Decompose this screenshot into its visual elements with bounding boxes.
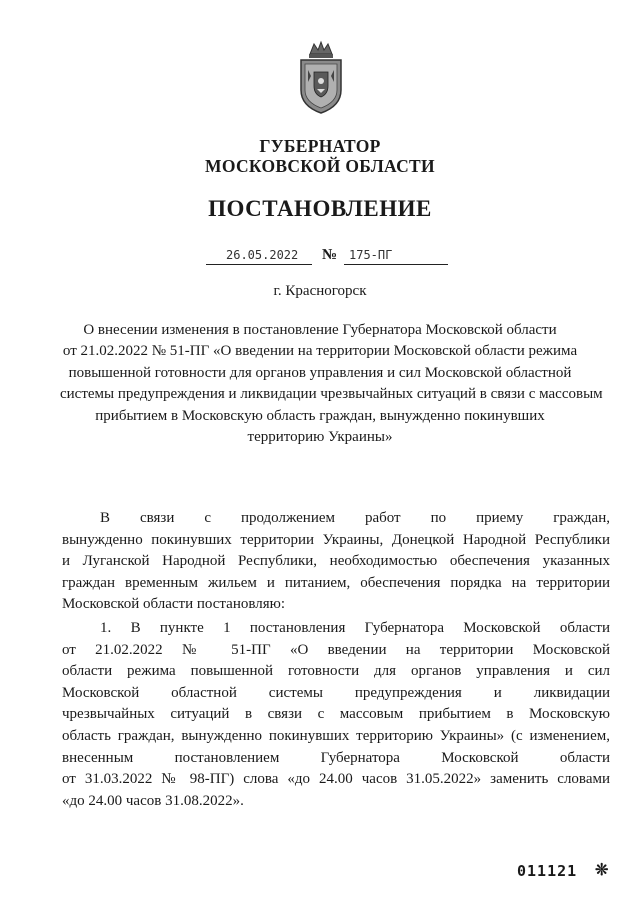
coat-of-arms-icon (296, 40, 346, 115)
subject-line: прибытием в Московскую область граждан, вынужденно покинувших (95, 407, 545, 424)
body-paragraph-preamble (62, 508, 610, 616)
document-number: 175-ПГ (349, 248, 393, 262)
body-line: от 21.02.2022 № 51-ПГ «О введении на территории Московской (62, 641, 610, 658)
document-date: 26.05.2022 (226, 248, 299, 262)
authority-title-line1: ГУБЕРНАТОР (259, 136, 381, 156)
body-line: Московской области постановляю: (62, 596, 285, 613)
body-line: граждан временным жильем и питанием, обеспечения порядка на территории (62, 574, 610, 591)
serial-number: 011121 (517, 862, 578, 880)
body-line: и Луганской Народной Республики, необходимостью обеспечения указанных (62, 553, 610, 570)
document-type-title: ПОСТАНОВЛЕНИЕ (208, 196, 432, 221)
body-line: области режима повышенной готовности для органов управления и сил (62, 663, 610, 680)
body-paragraph-item-1 (62, 618, 610, 812)
number-sign: № (322, 247, 338, 263)
body-line: «до 24.00 часов 31.08.2022». (62, 792, 244, 809)
body-line: вынужденно покинувших территории Украины, Донецкой Народной Республики (62, 531, 610, 548)
subject-line: от 21.02.2022 № 51-ПГ «О введении на территории Московской области режима (62, 343, 578, 360)
body-line: 1. В пункте 1 постановления Губернатора Московской области (100, 620, 610, 636)
body-line: Московской областной системы предупреждения и ликвидации (62, 684, 610, 701)
subject-line: системы предупреждения и ликвидации чрезвычайных ситуаций в связи с массовым (60, 386, 603, 403)
body-line: внесенным постановлением Губернатора Московской области (62, 749, 610, 766)
subject-line: О внесении изменения в постановление Губернатора Московской области (83, 322, 557, 338)
subject-line: повышенной готовности для органов управления и сил Московской областной (68, 364, 572, 381)
body-line: чрезвычайных ситуаций в связи с массовым прибытием в Московскую (62, 706, 610, 723)
security-mark-icon: ❊ (595, 862, 609, 879)
body-line: область граждан, вынужденно покинувших территорию Украины» (с изменением, (62, 727, 610, 744)
subject-block (60, 320, 603, 448)
body-line: В связи с продолжением работ по приему граждан, (100, 510, 610, 526)
body-line: от 31.03.2022 № 98-ПГ) слова «до 24.00 часов 31.05.2022» заменить словами (62, 771, 610, 788)
city-label: г. Красногорск (273, 283, 367, 299)
subject-line: территорию Украины» (247, 429, 393, 446)
authority-title-line2: МОСКОВСКОЙ ОБЛАСТИ (205, 156, 435, 176)
